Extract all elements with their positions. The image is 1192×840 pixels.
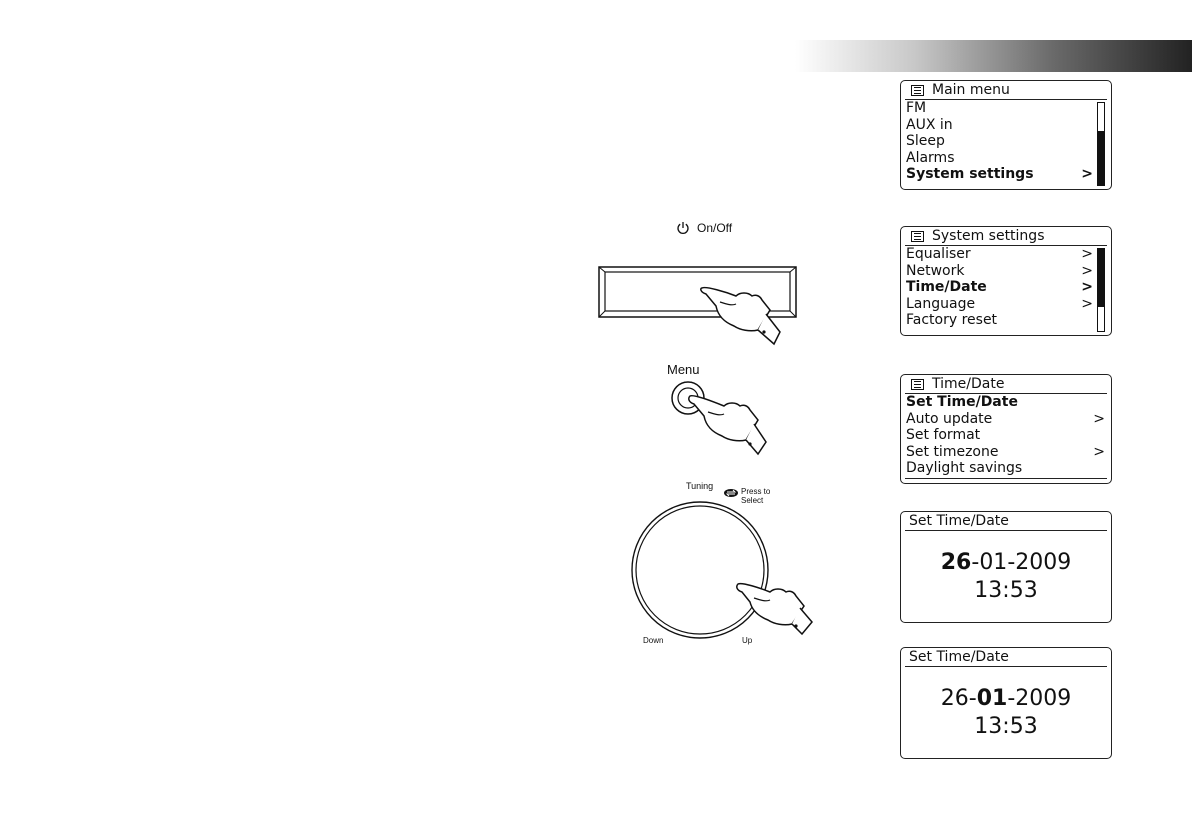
lcd-title: System settings: [932, 228, 1045, 244]
menu-list: [901, 246, 1111, 329]
up-label: Up: [742, 636, 753, 645]
lcd-set-month: [900, 647, 1112, 759]
menu-list: [901, 100, 1111, 183]
year-value[interactable]: 2009: [1015, 550, 1072, 575]
lcd-bottom-line: [905, 478, 1107, 479]
scrollbar[interactable]: [1097, 248, 1105, 332]
scrollbar[interactable]: [1097, 102, 1105, 186]
list-item-selected[interactable]: System settings >: [906, 166, 1093, 183]
list-item[interactable]: Network >: [906, 262, 1093, 279]
date-value: 26-01-2009: [940, 550, 1072, 575]
list-item[interactable]: Daylight savings: [906, 460, 1023, 477]
pointing-hand-icon: [700, 276, 780, 346]
menu-list: [901, 394, 1111, 477]
pointing-hand-icon: [736, 578, 816, 638]
list-item[interactable]: AUX in: [906, 116, 953, 133]
scrollbar-thumb[interactable]: [1098, 131, 1104, 185]
month-value[interactable]: 01: [979, 550, 1008, 575]
time-value: 13:53: [974, 714, 1038, 739]
list-item[interactable]: Auto update >: [906, 410, 1105, 427]
menu-list-icon: [911, 85, 924, 96]
select-label: Select: [741, 496, 764, 505]
lcd-system-settings: [900, 226, 1112, 336]
menu-list-icon: [911, 379, 924, 390]
header-gradient-bar: [795, 40, 1192, 72]
lcd-title-bar: [905, 375, 1107, 394]
list-item[interactable]: Sleep: [906, 133, 945, 150]
lcd-set-day: [900, 511, 1112, 623]
day-value[interactable]: 26: [940, 686, 969, 711]
list-item[interactable]: Set format: [906, 427, 981, 444]
list-item-selected[interactable]: Set Time/Date: [906, 394, 1018, 410]
lcd-title: Set Time/Date: [909, 513, 1009, 529]
list-item[interactable]: Alarms: [906, 149, 955, 166]
pointing-hand-icon: [688, 390, 768, 460]
lcd-title-bar: [905, 227, 1107, 246]
lcd-title: Set Time/Date: [909, 649, 1009, 665]
lcd-title-bar: [905, 512, 1107, 531]
power-icon: [676, 221, 690, 235]
lcd-title: Time/Date: [932, 376, 1005, 392]
day-value[interactable]: 26: [940, 550, 972, 575]
list-item[interactable]: Language >: [906, 295, 1093, 312]
list-item[interactable]: FM: [906, 100, 927, 116]
press-to-label: Press to: [741, 487, 771, 496]
lcd-title-bar: [905, 648, 1107, 667]
lcd-main-menu: [900, 80, 1112, 190]
down-label: Down: [643, 636, 664, 645]
lcd-title: Main menu: [932, 82, 1010, 98]
menu-label: Menu: [667, 362, 700, 377]
list-item[interactable]: Set timezone >: [906, 443, 1105, 460]
lcd-title-bar: [905, 81, 1107, 100]
select-icon: [723, 488, 739, 498]
list-item[interactable]: Equaliser >: [906, 246, 1093, 262]
on-off-label: On/Off: [697, 221, 733, 235]
date-value: 26-01-2009: [940, 686, 1072, 711]
menu-list-icon: [911, 231, 924, 242]
list-item[interactable]: Factory reset: [906, 312, 998, 329]
time-value: 13:53: [974, 578, 1038, 603]
list-item-selected[interactable]: Time/Date >: [906, 279, 1093, 296]
year-value[interactable]: 2009: [1015, 686, 1072, 711]
scrollbar-thumb[interactable]: [1098, 249, 1104, 307]
month-value[interactable]: 01: [976, 686, 1008, 711]
tuning-label: Tuning: [686, 481, 714, 491]
lcd-time-date: [900, 374, 1112, 484]
